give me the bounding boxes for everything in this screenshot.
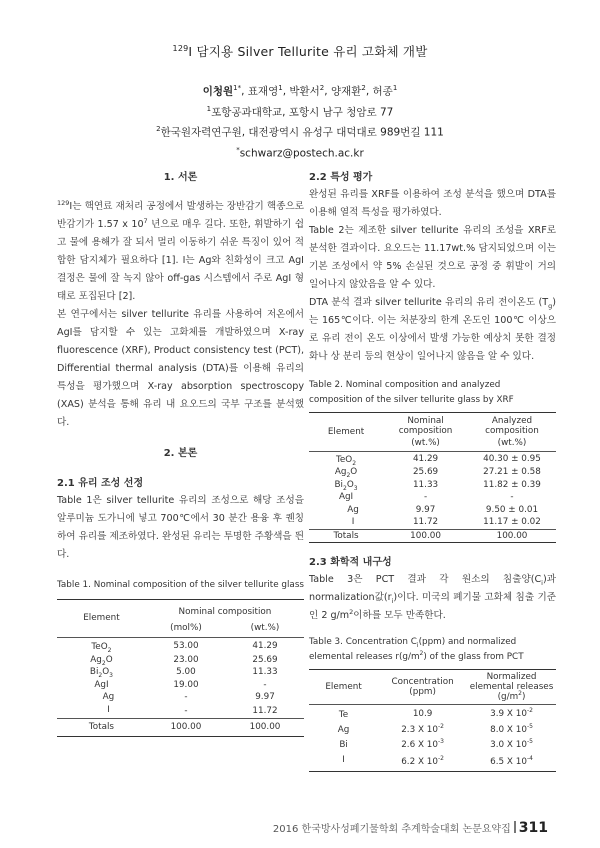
t1-wt: 11.72	[226, 704, 304, 719]
t2-an: -	[510, 492, 514, 502]
t3-el: Te	[338, 710, 349, 720]
table-row	[57, 691, 304, 704]
t3-conc: 10.9	[412, 708, 433, 719]
t3-el: Ag	[337, 725, 350, 735]
subsection-2-3-heading: 2.3 화학적 내구성	[309, 557, 392, 568]
t3-el: Bi	[339, 740, 348, 750]
t1-el: I	[57, 704, 146, 719]
t2-total-an: 100.00	[496, 530, 528, 541]
t3-el: I	[342, 755, 345, 765]
aff1-text: 포항공과대학교, 포항시 남구 청암로 77	[211, 106, 394, 118]
aff2-text: 한국원자력연구원, 대전광역시 유성구 대덕대로 989번길 111	[160, 126, 444, 139]
t2-nom: -	[423, 492, 428, 502]
affiliation-2	[0, 121, 600, 142]
affiliation-1	[0, 101, 600, 122]
author-4: , 허종	[365, 85, 393, 98]
t2-total-nom: 100.00	[410, 530, 441, 541]
intro-paragraph-1	[57, 198, 304, 306]
t1-wt: 41.29	[252, 640, 278, 651]
t2-an: 27.21 ± 0.58	[483, 467, 541, 477]
table-row	[57, 638, 304, 654]
t3-norm: 8.0 X $10^{-5}$	[490, 723, 533, 736]
t2-header-nominal: Nominal composition	[398, 416, 453, 436]
table-row	[309, 504, 556, 517]
t3-header-conc: Concentration (ppm)	[378, 670, 467, 705]
t1-mol: 23.00	[173, 654, 199, 665]
t1-header-nominal: Nominal composition	[178, 607, 272, 617]
section-1-heading: 1. 서론	[163, 172, 198, 183]
table-row	[309, 723, 556, 738]
table-row	[57, 679, 304, 692]
t1-mol: 19.00	[173, 679, 199, 690]
table-total-row	[309, 529, 556, 543]
left-column	[57, 170, 304, 737]
table-row	[309, 705, 556, 724]
table-row	[57, 666, 304, 679]
t2-el: I	[309, 516, 383, 529]
table-row	[309, 491, 556, 504]
title-isotope-sup: 129	[172, 43, 189, 53]
intro-exp-sup: 7	[143, 216, 148, 225]
t3-norm: 3.0 X $10^{-5}$	[490, 738, 533, 751]
footer-text: 2016 한국방사성폐기물학회 추계학술대회 논문요약집	[272, 824, 511, 835]
title-text: I 담지용 Silver Tellurite 유리 고화체 개발	[188, 44, 428, 59]
table-1	[57, 599, 304, 737]
t3-conc: 2.6 X $10^{-3}$	[401, 738, 444, 751]
t1-header-element: Element	[57, 600, 146, 638]
table-row	[57, 704, 304, 719]
table-row	[309, 738, 556, 753]
author-2-sup: 2	[319, 84, 325, 92]
t2-header-analyzed: Analyzed composition	[485, 416, 539, 436]
t3-conc: 6.2 X $10^{-2}$	[401, 754, 444, 767]
t1-mol: 5.00	[176, 667, 196, 677]
subsection-2-3-paragraph: Table 3은 PCT 결과 각 원소의 침출양$(C_i)$과 normalization값$(r_i)$이다. 미국의 폐기물 고화체 침출 기준인 2 $g/m^2$이하를 모두 만족한다.	[309, 574, 556, 621]
author-line	[0, 80, 600, 101]
aff2-sup: 2	[156, 125, 161, 133]
t2-an: 11.82 ± 0.39	[483, 479, 541, 490]
table-row	[309, 479, 556, 492]
t2-an: 40.30 ± 0.95	[483, 453, 541, 464]
section-2-heading: 2. 본론	[163, 448, 198, 459]
table-3-caption: Table 3. Concentration $C_i(ppm)$ and normalized elemental releases $r(g/m^2)$ of the glass from PCT	[309, 637, 524, 662]
t1-wt: 11.33	[252, 667, 278, 677]
intro-isotope-sup: 129	[57, 198, 70, 207]
t2-header-wt1: (wt.%)	[383, 436, 468, 451]
author-1: , 표재영	[241, 85, 279, 98]
paper-title	[0, 42, 600, 60]
t1-total-mol: 100.00	[170, 722, 202, 732]
t1-el: Ag	[102, 692, 115, 702]
table-row	[57, 654, 304, 667]
right-column	[309, 170, 556, 772]
t2-nom: 11.72	[383, 516, 468, 529]
aff1-sup: 1	[206, 104, 212, 113]
intro-paragraph-2: 본 연구에서는 silver tellurite 유리를 사용하여 저온에서 AgI를 담지할 수 있는 고화체를 개발하였으며 X-ray fluorescence (XRF), Product consistency test (PCT), Differential thermal analysis (DTA)를 이용해 유리의 특성을 평가했으며 X-ray absorption spectroscopy (XAS) 분석을 통해 유리 내 요오드의 국부 구조를 분석했다.	[57, 309, 304, 428]
t1-wt: 25.69	[252, 654, 278, 665]
t1-el: TeO$_2$	[91, 642, 112, 654]
table-row	[309, 451, 556, 466]
t2-nom: 41.29	[412, 453, 439, 464]
t3-header-element: Element	[309, 670, 378, 705]
t2-nom: 11.33	[412, 479, 439, 490]
footer-divider	[514, 821, 516, 833]
t3-norm: 3.9 X $10^{-2}$	[490, 706, 533, 719]
t1-wt: 9.97	[255, 692, 275, 702]
t2-total-label: Totals	[333, 530, 359, 541]
t2-el: Ag	[347, 504, 359, 515]
t2-header-wt2: (wt.%)	[468, 436, 556, 451]
t1-header-mol: (mol%)	[146, 619, 226, 638]
t1-header-wt: (wt.%)	[226, 619, 304, 638]
t2-nom: 25.69	[412, 467, 439, 477]
table-1-caption: Table 1. Nominal composition of the silver tellurite glass	[57, 580, 304, 590]
table-row	[309, 516, 556, 529]
t3-header-norm: Normalized elemental releases $(g/m^2)$	[467, 670, 556, 705]
author-1-sup: 1	[278, 84, 283, 92]
email	[0, 142, 600, 163]
t2-an: 9.50 ± 0.01	[485, 504, 539, 515]
t1-mol: -	[146, 704, 226, 719]
t1-el: AgI	[94, 679, 109, 690]
t2-header-element: Element	[309, 413, 383, 452]
author-block	[0, 80, 600, 162]
subsection-2-2-heading: 2.2 특성 평가	[309, 172, 373, 183]
t3-norm: 6.5 X $10^{-4}$	[490, 754, 533, 767]
author-3: , 양재환	[324, 85, 362, 98]
t1-mol: -	[184, 692, 188, 702]
subsection-2-1-paragraph: Table 1은 silver tellurite 유리의 조성으로 해당 조성을 알루미늄 도가니에 넣고 700℃에서 30 분간 용융 후 퀜칭하여 유리를 제조하였다. 완성된 유리는 투명한 주황색을 띈다.	[57, 495, 304, 560]
intro-p1-a: I는 핵연료 재처리 공정에서 발생하는 장반감기 핵종으로 반감기가 1.57 x 10	[57, 201, 304, 230]
email-sup: *	[236, 145, 240, 154]
t1-mol: 53.00	[173, 640, 199, 651]
table-row	[309, 466, 556, 479]
author-0-sup: 1*	[233, 84, 242, 92]
author-4-sup: 1	[392, 84, 398, 92]
t2-el: AgI	[338, 492, 354, 502]
subsection-2-2-paragraph-3: DTA 분석 결과 silver tellurite 유리의 유리 전이온도 $(T_g)$는 165℃이다. 이는 처분장의 한계 온도인 100℃ 이상으로 유리 전이 온도 이상에서 발생 가능한 예상치 못한 결정화나 상 분리 등의 현상이 일어나지 않음을 알 수 있다.	[309, 297, 556, 362]
intro-p1-b: 년으로 매우 길다. 또한, 휘발하기 쉽고 물에 용해가 잘 되서 멀리 이동하기 쉬운 특징이 있어 적합한 담지체가 필요하다 [1]. I는 Ag와 친화성이 크고 AgI 결정은 물에 잘 녹지 않아 off-gas 시스템에서 주로 AgI 형태로 포집된다 [2].	[57, 219, 304, 302]
t1-el: $Bi_2O_3$	[89, 667, 113, 679]
t1-total-label: Totals	[88, 722, 115, 732]
subsection-2-2-paragraph-2: Table 2는 제조한 silver tellurite 유리의 조성을 XRF로 분석한 결과이다. 요오드는 11.17wt.% 담지되었으며 이는 기본 조성에서 약 5% 손실된 것으로 공정 중 휘발이 거의 일어나지 않았음을 알 수 있다.	[309, 225, 556, 290]
author-3-sup: 2	[361, 84, 366, 92]
author-2: , 박환서	[282, 85, 320, 98]
t1-wt: -	[263, 679, 267, 690]
author-0: 이청원	[202, 85, 234, 98]
email-text: schwarz@postech.ac.kr	[239, 147, 364, 159]
table-3	[309, 669, 556, 772]
table-total-row	[57, 719, 304, 737]
subsection-2-1-heading: 2.1 유리 조성 선정	[57, 478, 144, 489]
t2-el: TeO$_2$	[336, 454, 357, 467]
t3-conc: 2.3 X $10^{-2}$	[401, 723, 444, 736]
subsection-2-2-paragraph-1: 완성된 유리를 XRF를 이용하여 조성 분석을 했으며 DTA를 이용해 열적 특성을 평가하였다.	[309, 189, 556, 218]
table-2	[309, 412, 556, 543]
t1-el: $Ag_2O$	[90, 654, 113, 667]
page-number: 311	[518, 820, 548, 836]
table-2-caption: Table 2. Nominal composition and analyzed composition of the silver tellurite glass by XRF	[309, 380, 514, 405]
t1-total-wt: 100.00	[249, 722, 281, 732]
t2-an: 11.17 ± 0.02	[468, 516, 556, 529]
page-footer	[273, 820, 548, 836]
table-row	[309, 753, 556, 772]
t2-el: $Bi_2O_3$	[334, 479, 358, 492]
t2-el: $Ag_2O$	[334, 467, 358, 479]
t2-nom: 9.97	[415, 504, 436, 515]
